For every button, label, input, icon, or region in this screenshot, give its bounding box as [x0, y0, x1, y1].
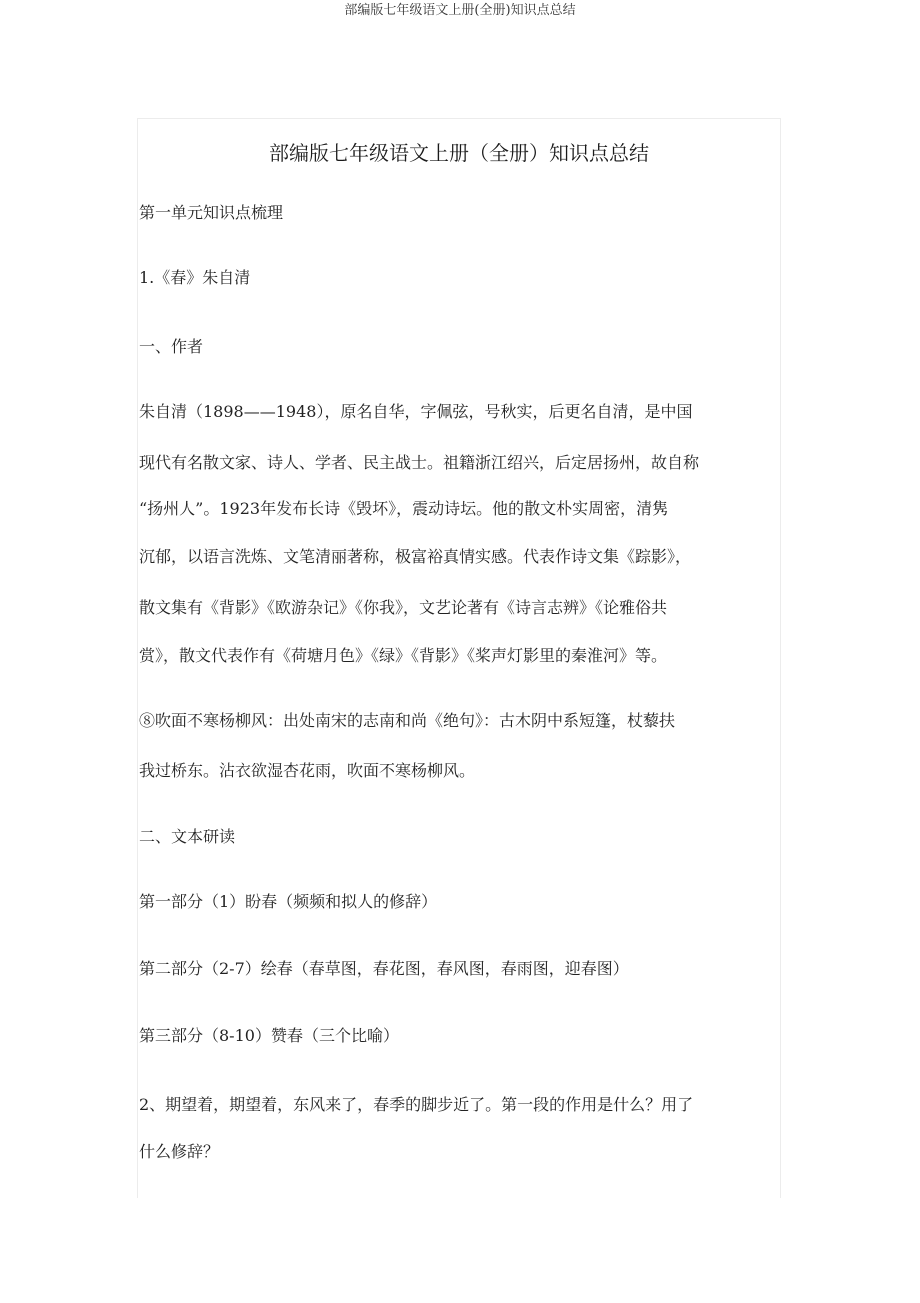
question-line: 什么修辞？ — [139, 1142, 220, 1161]
document-title: 部编版七年级语文上册（全册）知识点总结 — [269, 141, 649, 165]
running-header: 部编版七年级语文上册(全册)知识点总结 — [344, 3, 576, 18]
paragraph-line: 朱自清（1898——1948），原名自华，字佩弦，号秋实，后更名自清，是中国 — [139, 402, 693, 421]
section-heading-unit-one: 第一单元知识点梳理 — [139, 203, 284, 222]
part-three-line: 第三部分（8-10）赞春（三个比喻） — [139, 1026, 399, 1045]
paragraph-line: 散文集有《背影》《欧游杂记》《你我》，文艺论著有《诗言志辨》《论雅俗共 — [139, 598, 668, 617]
part-one-line: 第一部分（1）盼春（频频和拟人的修辞） — [139, 892, 438, 911]
lesson-heading: 1.《春》朱自清 — [139, 268, 251, 287]
paragraph-line: 沉郁，以语言洗炼、文笔清丽著称，极富裕真情实感。代表作诗文集《踪影》， — [139, 547, 692, 566]
subheading-author: 一、作者 — [139, 337, 204, 356]
paragraph-line: 现代有名散文家、诗人、学者、民主战士。祖籍浙江绍兴，后定居扬州，故自称 — [139, 453, 700, 472]
paragraph-line: 赏》，散文代表作有《荷塘月色》《绿》《背影》《桨声灯影里的秦淮河》等。 — [139, 646, 668, 665]
subheading-text-study: 二、文本研读 — [139, 827, 236, 846]
note-line: 我过桥东。沾衣欲湿杏花雨，吹面不寒杨柳风。 — [139, 761, 476, 780]
question-line: 2、期望着，期望着，东风来了，春季的脚步近了。第一段的作用是什么？用了 — [139, 1095, 694, 1114]
part-two-line: 第二部分（2-7）绘春（春草图，春花图，春风图，春雨图，迎春图） — [139, 959, 629, 978]
note-line: ⑧吹面不寒杨柳风：出处南宋的志南和尚《绝句》：古木阴中系短篷，杖藜扶 — [139, 711, 676, 730]
paragraph-line: “扬州人”。1923年发布长诗《毁坏》，震动诗坛。他的散文朴实周密，清隽 — [139, 499, 669, 518]
